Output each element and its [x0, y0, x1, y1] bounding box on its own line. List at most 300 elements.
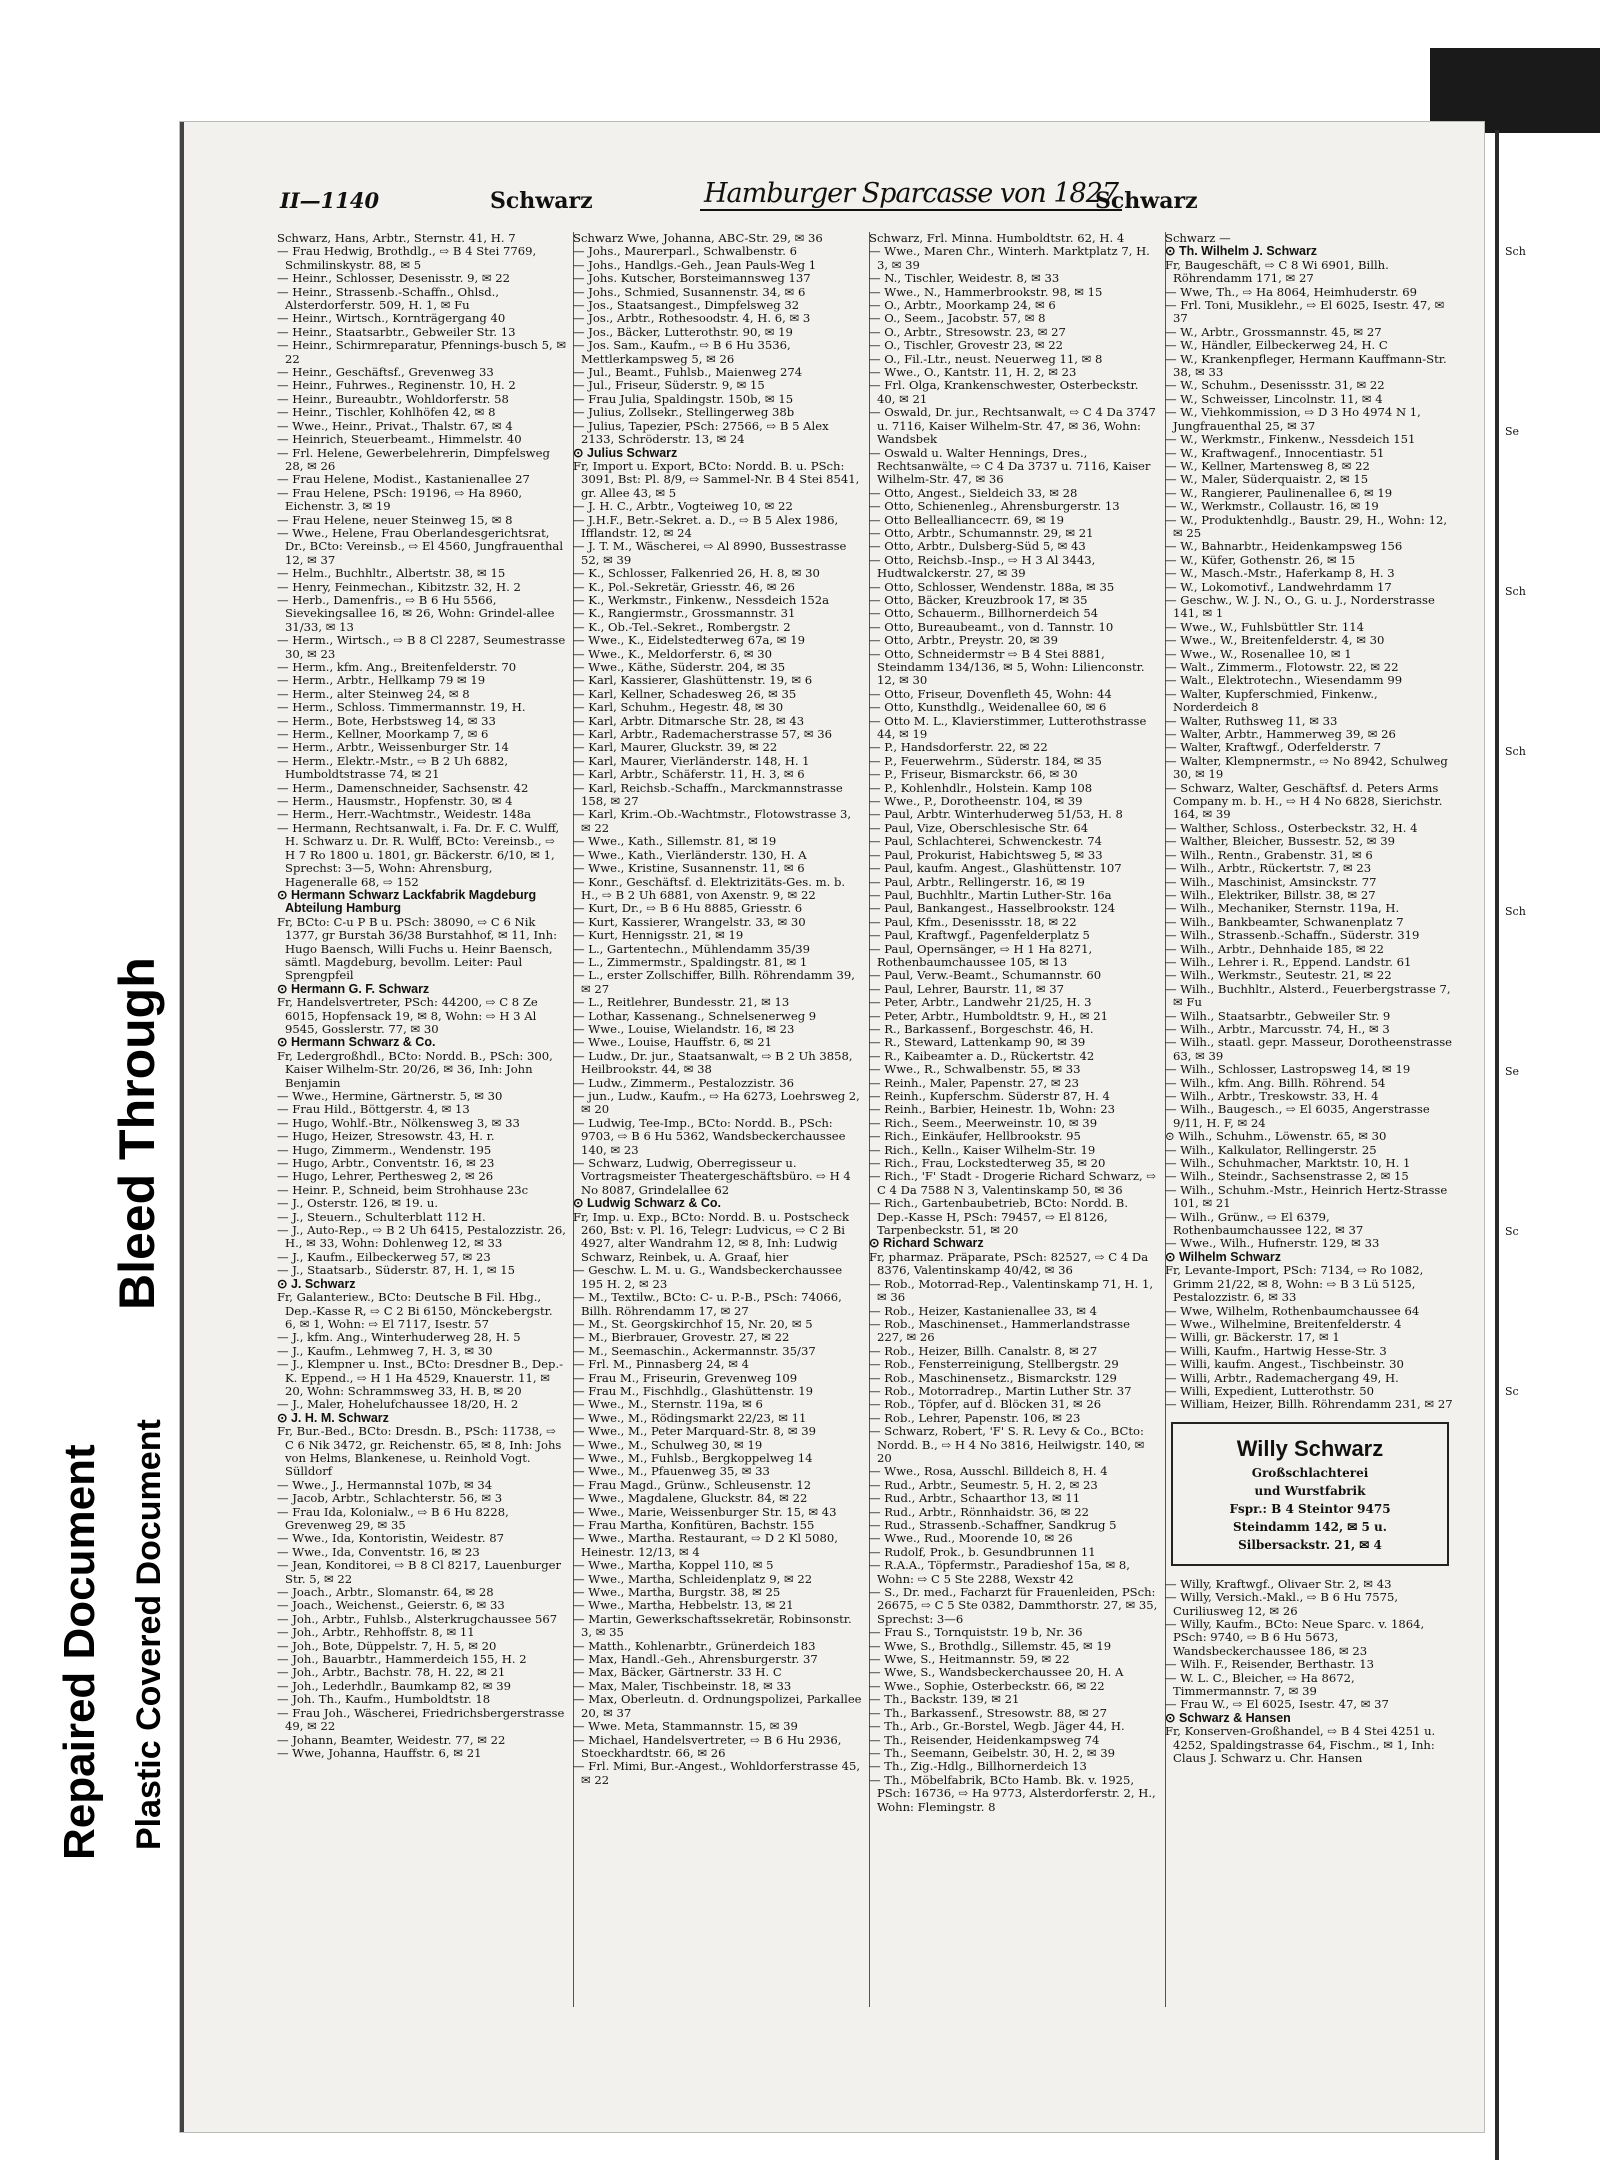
directory-entry: — Wilh., Werkmstr., Seutestr. 21, ✉ 22	[1165, 968, 1392, 983]
directory-entry: — Otto, Schauerm., Billhornerdeich 54	[869, 606, 1099, 621]
directory-entry: — Wwe., Käthe, Süderstr. 204, ✉ 35	[573, 660, 786, 674]
directory-entry: — Wwe., K., Meldorferstr. 6, ✉ 30	[573, 646, 772, 661]
directory-entry: — Rob., Töpfer, auf d. Blöcken 31, ✉ 26	[869, 1397, 1102, 1412]
directory-entry: — Wilh. F., Reisender, Berthastr. 13	[1165, 1657, 1374, 1672]
directory-entry: — Walt., Zimmerm., Flotowstr. 22, ✉ 22	[1165, 660, 1399, 674]
directory-entry: — W., Kraftwagenf., Innocentiastr. 51	[1165, 445, 1385, 460]
directory-entry: — Matth., Kohlenarbtr., Grünerdeich 183	[573, 1638, 816, 1653]
directory-entry: — R., Barkassenf., Borgeschstr. 46, H.	[869, 1021, 1094, 1036]
directory-entry: — Schwarz, Robert, 'F' S. R. Levy & Co., BCto: Nordd. B., ⇨ H 4 No 3816, Heilwigstr. 140, ✉ 20	[869, 1424, 1145, 1465]
page-number: II—1140	[280, 188, 380, 213]
directory-entry: ⊙ Julius Schwarz	[573, 445, 678, 460]
book-spine	[1495, 130, 1499, 2160]
directory-entry: — Wwe., Martha, Schleidenplatz 9, ✉ 22	[573, 1571, 813, 1586]
directory-entry: — R., Kaibeamter a. D., Rückertstr. 42	[869, 1048, 1095, 1063]
directory-entry: — Heinr. P., Schneid, beim Strohhause 23c	[277, 1182, 529, 1197]
directory-entry: — Max, Maler, Tischbeinstr. 18, ✉ 33	[573, 1678, 792, 1693]
directory-entry: — Walter, Klempnermstr., ⇨ No 8942, Schulweg 30, ✉ 19	[1165, 753, 1448, 782]
directory-entry: — Wwe., Martha. Restaurant, ⇨ D 2 Kl 5080, Heinestr. 12/13, ✉ 4	[573, 1531, 838, 1559]
directory-entry: — Wwe., N., Hammerbrookstr. 98, ✉ 15	[869, 284, 1103, 299]
directory-entry: — Herm., Schloss. Timmermannstr. 19, H.	[277, 700, 526, 715]
directory-entry: — Rich., Einkäufer, Hellbrookstr. 95	[869, 1129, 1081, 1144]
directory-entry: — Wwe., Rud., Moorende 10, ✉ 26	[869, 1531, 1073, 1546]
directory-entry: — O., Tischler, Grovestr 23, ✉ 22	[869, 338, 1064, 353]
directory-entry: — Reinh., Maler, Papenstr. 27, ✉ 23	[869, 1075, 1080, 1090]
directory-entry: — W. L. C., Bleicher, ⇨ Ha 8672, Timmermannstr. 7, ✉ 39	[1165, 1670, 1355, 1698]
directory-entry: — Karl, Arbtr., Rademacherstrasse 57, ✉ 36	[573, 727, 833, 742]
directory-entry: — Jacob, Arbtr., Schlachterstr. 56, ✉ 3	[277, 1491, 503, 1506]
directory-entry: — Wilh., Mechaniker, Sternstr. 119a, H.	[1165, 901, 1400, 916]
directory-entry: — Wilh., Arbtr., Marcusstr. 74, H., ✉ 3	[1165, 1021, 1390, 1036]
directory-entry: — Walther, Bleicher, Bussestr. 52, ✉ 39	[1165, 834, 1395, 849]
directory-entry: — Willi, Kaufm., Hartwig Hesse-Str. 3	[1165, 1343, 1387, 1358]
directory-entry: — Karl, Arbtr. Ditmarsche Str. 28, ✉ 43	[573, 713, 805, 728]
directory-entry: — M., Seemaschin., Ackermannstr. 35/37	[573, 1343, 816, 1358]
directory-entry: — Frau S., Tornquiststr. 19 b, Nr. 36	[869, 1625, 1083, 1640]
directory-entry: ⊙ Wilh., Schuhm., Löwenstr. 65, ✉ 30	[1165, 1129, 1387, 1144]
directory-entry: — Heinr., Bureaubtr., Wohldorferstr. 58	[277, 391, 509, 406]
directory-entry: — Paul, Arbtr., Rellingerstr. 16, ✉ 19	[869, 874, 1085, 889]
directory-entry: — Max, Bäcker, Gärtnerstr. 33 H. C	[573, 1665, 782, 1680]
directory-entry: — Heinr., Schlosser, Desenisstr. 9, ✉ 22	[277, 271, 510, 286]
directory-entry: — Kurt, Hennigsstr. 21, ✉ 19	[573, 928, 744, 943]
directory-entry: — Willy, Kaufm., BCto: Neue Sparc. v. 1864, PSch: 9740, ⇨ B 6 Hu 5673, Wandsbeckerchaussee 186, ✉ 23	[1165, 1616, 1425, 1658]
directory-entry: — Frau Helene, neuer Steinweg 15, ✉ 8	[277, 512, 513, 527]
directory-entry: — J. H. C., Arbtr., Vogteiweg 10, ✉ 22	[573, 499, 793, 514]
directory-entry: — Konr., Geschäftsf. d. Elektrizitäts-Ges. m. b. H., ⇨ B 2 Uh 6881, von Axenstr. 9, ✉ 22	[573, 874, 846, 902]
directory-entry: — Otto, Schneidermstr ⇨ B 4 Stei 8881, Steindamm 134/136, ✉ 5, Wohn: Lilienconstr. 12, ✉ 30	[869, 646, 1145, 688]
directory-entry: — Rob., Maschinensetz., Bismarckstr. 129	[869, 1370, 1117, 1385]
directory-entry: — Frau Julia, Spaldingstr. 150b, ✉ 15	[573, 391, 794, 406]
repaired-document-label: Repaired Document	[55, 1444, 104, 1860]
next-page-fragment: Se	[1505, 1065, 1520, 1078]
directory-entry: — Heinrich, Steuerbeamt., Himmelstr. 40	[277, 432, 522, 447]
directory-entry: — L., Reitlehrer, Bundesstr. 21, ✉ 13	[573, 995, 790, 1010]
directory-entry: — Wilh., Staatsarbtr., Gebweiler Str. 9	[1165, 1008, 1391, 1023]
directory-entry: — Rob., Heizer, Billh. Canalstr. 8, ✉ 27	[869, 1343, 1098, 1358]
directory-entry: — M., Bierbrauer, Grovestr. 27, ✉ 22	[573, 1330, 790, 1345]
directory-entry: — J., Maler, Hohelufchaussee 18/20, H. 2	[277, 1397, 519, 1412]
directory-entry: — Rob., Fensterreinigung, Stellbergstr. 29	[869, 1357, 1119, 1372]
directory-entry: — Otto, Arbtr., Dulsberg-Süd 5, ✉ 43	[869, 539, 1086, 554]
directory-entry: — Otto, Reichsb.-Insp., ⇨ H 3 Al 3443, Hudtwalckerstr. 27, ✉ 39	[869, 552, 1096, 581]
directory-entry: — Joh., Bote, Düppelstr. 7, H. 5, ✉ 20	[277, 1638, 497, 1653]
directory-entry: Fr, Galanteriew., BCto: Deutsche B Fil. Hbg., Dep.-Kasse R, ⇨ C 2 Bi 6150, Mönckebergstr. 6, ✉ 1, Wohn: ⇨ El 7117, Isestr. 57	[277, 1290, 553, 1331]
directory-entry: — Wwe., Marie, Weissenburger Str. 15, ✉ 43	[573, 1504, 837, 1519]
directory-entry: — W., Masch.-Mstr., Haferkamp 8, H. 3	[1165, 566, 1395, 581]
directory-entry: — Willi, Arbtr., Rademachergang 49, H.	[1165, 1370, 1399, 1385]
sparcasse-logo: Hamburger Sparcasse von 1827	[700, 178, 1122, 211]
directory-entry: ⊙ Ludwig Schwarz & Co.	[573, 1196, 721, 1211]
directory-entry: — Rich., Frau, Lockstedterweg 35, ✉ 20	[869, 1156, 1106, 1171]
directory-entry: ⊙ Richard Schwarz	[869, 1236, 984, 1251]
directory-entry: — Wwe., M., Peter Marquard-Str. 8, ✉ 39	[573, 1424, 816, 1439]
directory-entry: — W., Händler, Eilbeckerweg 24, H. C	[1165, 338, 1388, 353]
directory-entry: — Paul, Kraftwgf., Pagenfelderplatz 5	[869, 928, 1090, 943]
directory-entry: — Rob., Lehrer, Papenstr. 106, ✉ 23	[869, 1410, 1081, 1425]
directory-entry: — Walter, Ruthsweg 11, ✉ 33	[1165, 713, 1338, 728]
directory-entry: — Karl, Maurer, Gluckstr. 39, ✉ 22	[573, 740, 778, 755]
directory-entry: — Johs., Schmied, Susannenstr. 34, ✉ 6	[573, 284, 806, 299]
directory-entry: — Hugo, Heizer, Stresowstr. 43, H. r.	[277, 1129, 495, 1144]
ad-line: Fspr.: B 4 Steintor 9475	[1229, 1501, 1391, 1516]
directory-entry: — Frau W., ⇨ El 6025, Isestr. 47, ✉ 37	[1165, 1697, 1389, 1712]
next-page-fragment: Sch	[1505, 585, 1526, 598]
directory-entry: — Herm., Kellner, Moorkamp 7, ✉ 6	[277, 727, 489, 742]
directory-entry: — Walter, Kupferschmied, Finkenw., Norderdeich 8	[1165, 686, 1378, 715]
directory-entry: — Johs. Kutscher, Borsteimannsweg 137	[573, 271, 811, 286]
directory-entry: — J., Staatsarb., Süderstr. 87, H. 1, ✉ 15	[277, 1263, 516, 1278]
directory-entry: — Geschw. L. M. u. G., Wandsbeckerchaussee 195 H. 2, ✉ 23	[573, 1263, 843, 1291]
directory-entry: — J., Kaufm., Eilbeckerweg 57, ✉ 23	[277, 1249, 491, 1264]
directory-entry: — Jul., Friseur, Süderstr. 9, ✉ 15	[573, 378, 765, 393]
directory-entry: — Karl, Arbtr., Schäferstr. 11, H. 3, ✉ 6	[573, 767, 805, 782]
directory-entry: — Heinr., Wirtsch., Kornträgergang 40	[277, 311, 506, 326]
directory-entry: Fr, Handelsvertreter, PSch: 44200, ⇨ C 8 Ze 6015, Hopfensack 19, ✉ 8, Wohn: ⇨ H 3 Al 9545, Gosslerstr. 77, ✉ 30	[277, 995, 538, 1036]
directory-entry: Fr, pharmaz. Präparate, PSch: 82527, ⇨ C 4 Da 8376, Valentinskamp 40/42, ✉ 36	[869, 1249, 1149, 1278]
column-2	[573, 232, 863, 2012]
directory-entry: — Max, Oberleutn. d. Ordnungspolizei, Parkallee 20, ✉ 37	[573, 1692, 862, 1720]
directory-entry: — Frau Martha, Konfitüren, Bachstr. 155	[573, 1518, 815, 1532]
directory-entry: — Johs., Maurerparl., Schwalbenstr. 6	[573, 244, 798, 259]
directory-entry: — R.A.A., Töpfermstr., Paradieshof 15a, ✉ 8, Wohn: ⇨ C 5 Ste 2288, Wexstr 42	[869, 1558, 1130, 1586]
directory-entry: — Hermann, Rechtsanwalt, i. Fa. Dr. F. C. Wulff, H. Schwarz u. Dr. R. Wulff, BCto: Vereinsb., ⇨ H 7 Ro 1800 u. 1801, gr. Bäckerstr. 6/10, ✉ 1, Sprechst: 3—5, Wohn: Ahrensburg, Hageneralle 68, ⇨ 152	[277, 820, 560, 889]
directory-entry: ⊙ Wilhelm Schwarz	[1165, 1249, 1281, 1264]
directory-entry: — Herm., Damenschneider, Sachsenstr. 42	[277, 780, 529, 795]
directory-entry: — M., Textilw., BCto: C- u. P.-B., PSch: 74066, Billh. Röhrendamm 17, ✉ 27	[573, 1290, 842, 1318]
directory-entry: — Wilh., Kalkulator, Rellingerstr. 25	[1165, 1142, 1377, 1157]
directory-entry: — Wwe., M., Sternstr. 119a, ✉ 6	[573, 1397, 763, 1412]
scanner-edge-shadow	[1430, 48, 1600, 133]
next-page-fragment: Sc	[1505, 1225, 1519, 1238]
directory-entry: — Wwe, S., Wandsbeckerchaussee 20, H. A	[869, 1665, 1124, 1680]
directory-entry: — Kurt, Dr., ⇨ B 6 Hu 8885, Griesstr. 6	[573, 901, 803, 916]
directory-entry: — Wwe., Helene, Frau Oberlandesgerichtsrat, Dr., BCto: Vereinsb., ⇨ El 4560, Jungfrauenthal 12, ✉ 37	[277, 525, 564, 567]
directory-entry: — Otto, Schienenleg., Ahrensburgerstr. 13	[869, 499, 1120, 514]
directory-entry: — Wwe, Th., ⇨ Ha 8064, Heimhuderstr. 69	[1165, 284, 1418, 299]
directory-entry: — Paul, Vize, Oberschlesische Str. 64	[869, 820, 1089, 835]
directory-entry: ⊙ Th. Wilhelm J. Schwarz	[1165, 244, 1318, 259]
directory-entry: — Rob., Maschinenset., Hammerlandstrasse 227, ✉ 26	[869, 1316, 1130, 1345]
directory-entry: — Otto, Bureaubeamt., von d. Tannstr. 10	[869, 619, 1114, 634]
directory-entry: — Otto, Bäcker, Kreuzbrook 17, ✉ 35	[869, 592, 1088, 607]
directory-entry: — Heinr., Schirmreparatur, Pfennings-busch 5, ✉ 22	[277, 338, 567, 366]
directory-entry: — Rud., Strassenb.-Schaffner, Sandkrug 5	[869, 1518, 1117, 1532]
directory-entry: — W., Kellner, Martensweg 8, ✉ 22	[1165, 458, 1370, 473]
ad-title: Willy Schwarz	[1236, 1435, 1384, 1461]
directory-entry: — Wilh., Schuhm.-Mstr., Heinrich Hertz-Strasse 101, ✉ 21	[1165, 1182, 1448, 1211]
directory-entry: — Otto, Arbtr., Schumannstr. 29, ✉ 21	[869, 525, 1094, 540]
directory-entry: — Wilh., Maschinist, Amsinckstr. 77	[1165, 874, 1377, 889]
directory-entry: — Herm., Wirtsch., ⇨ B 8 Cl 2287, Seumestrasse 30, ✉ 23	[277, 633, 566, 661]
directory-entry: — Julius, Zollsekr., Stellingerweg 38b	[573, 405, 795, 420]
column-4	[1165, 232, 1455, 2012]
directory-entry: — Paul, Kfm., Desenissstr. 18, ✉ 22	[869, 914, 1077, 929]
next-page-fragment: Sc	[1505, 1385, 1519, 1398]
directory-entry: — Wwe., Louise, Hauffstr. 6, ✉ 21	[573, 1035, 772, 1050]
directory-entry: — Herm., alter Steinweg 24, ✉ 8	[277, 686, 470, 701]
directory-entry: — Johs., Handlgs.-Geh., Jean Pauls-Weg 1	[573, 257, 817, 272]
directory-entry: — Frau M., Friseurin, Grevenweg 109	[573, 1370, 798, 1385]
directory-entry: — K., Rangiermstr., Grossmannstr. 31	[573, 606, 796, 621]
next-page-fragment: Sch	[1505, 745, 1526, 758]
directory-entry: — Herm., Bote, Herbstsweg 14, ✉ 33	[277, 713, 496, 728]
directory-entry: — Rob., Heizer, Kastanienallee 33, ✉ 4	[869, 1303, 1097, 1318]
directory-entry: — W., Bahnarbtr., Heidenkampsweg 156	[1165, 539, 1403, 554]
directory-entry: — Johann, Beamter, Weidestr. 77, ✉ 22	[277, 1732, 506, 1747]
directory-entry: — Wilh., Elektriker, Billstr. 38, ✉ 27	[1165, 887, 1376, 902]
directory-entry: — L., Zimmermstr., Spaldingstr. 81, ✉ 1	[573, 954, 808, 969]
directory-entry: — P., Handsdorferstr. 22, ✉ 22	[869, 740, 1048, 755]
directory-entry: — Frau Joh., Wäscherei, Friedrichsbergerstrasse 49, ✉ 22	[277, 1705, 565, 1734]
directory-entry: — Th., Reisender, Heidenkampsweg 74	[869, 1732, 1100, 1747]
directory-entry: — Jos., Staatsangest., Dimpfelsweg 32	[573, 298, 800, 313]
directory-entry: — Hugo, Wohlf.-Btr., Nölkensweg 3, ✉ 33	[277, 1115, 520, 1130]
bleed-through-label: Bleed Through	[109, 957, 165, 1310]
directory-entry: — Wwe., R., Schwalbenstr. 55, ✉ 33	[869, 1062, 1081, 1077]
directory-entry: — Willy, Kraftwgf., Olivaer Str. 2, ✉ 43	[1165, 1576, 1392, 1591]
directory-entry: — Peter, Arbtr., Humboldtstr. 9, H., ✉ 21	[869, 1008, 1108, 1023]
directory-entry: — J., Auto-Rep., ⇨ B 2 Uh 6415, Pestalozzistr. 26, H., ✉ 33, Wohn: Dohlenweg 12, ✉ 33	[277, 1223, 566, 1251]
directory-entry: — K., Ob.-Tel.-Sekret., Rombergstr. 2	[573, 619, 791, 634]
directory-entry: — Karl, Krim.-Ob.-Wachtmstr., Flotowstrasse 3, ✉ 22	[573, 807, 852, 835]
directory-entry: — Frau Helene, PSch: 19196, ⇨ Ha 8960, Eichenstr. 3, ✉ 19	[277, 485, 523, 514]
directory-entry: — Wwe., J., Hermannstal 107b, ✉ 34	[277, 1477, 493, 1492]
directory-entry: — Henry, Feinmechan., Kibitzstr. 32, H. 2	[277, 579, 521, 594]
directory-entry: — Paul, Buchhltr., Martin Luther-Str. 16a	[869, 887, 1112, 902]
directory-entry: — Rich., Kelln., Kaiser Wilhelm-Str. 19	[869, 1142, 1096, 1157]
directory-columns	[277, 232, 1467, 2012]
directory-entry: — Wilh., Buchhltr., Alsterd., Feuerbergstrasse 7, ✉ Fu	[1165, 981, 1451, 1010]
directory-entry: — Heinr., Fuhrwes., Reginenstr. 10, H. 2	[277, 378, 516, 393]
directory-entry: — Wwe., Sophie, Osterbeckstr. 66, ✉ 22	[869, 1678, 1105, 1693]
directory-entry: — Wilh., Strassenb.-Schaffn., Süderstr. 319	[1165, 928, 1420, 943]
directory-entry: — Herm., Herr.-Wachtmstr., Weidestr. 148a	[277, 807, 532, 822]
directory-entry: — Paul, Verw.-Beamt., Schumannstr. 60	[869, 968, 1102, 983]
directory-entry: — Wilh., Bankbeamter, Schwanenplatz 7	[1165, 914, 1404, 929]
directory-entry: — Paul, Arbtr. Winterhuderweg 51/53, H. 8	[869, 807, 1123, 822]
directory-entry: — Otto, Kunsthdlg., Weidenallee 60, ✉ 6	[869, 700, 1107, 715]
directory-entry: — Rud., Arbtr., Schaarthor 13, ✉ 11	[869, 1491, 1081, 1506]
directory-entry: — J., Osterstr. 126, ✉ 19. u.	[277, 1196, 439, 1211]
directory-entry: — Wwe., O., Kantstr. 11, H. 2, ✉ 23	[869, 365, 1077, 380]
directory-entry: — Karl, Reichsb.-Schaffn., Marckmannstrasse 158, ✉ 27	[573, 780, 843, 809]
directory-entry: — Wwe., W., Breitenfelderstr. 4, ✉ 30	[1165, 633, 1385, 648]
directory-entry: — J.H.F., Betr.-Sekret. a. D., ⇨ B 5 Alex 1986, Ifflandstr. 12, ✉ 24	[573, 512, 839, 540]
directory-entry: Fr, Ledergroßhdl., BCto: Nordd. B., PSch: 300, Kaiser Wilhelm-Str. 20/26, ✉ 36, Inh: John Benjamin	[277, 1048, 553, 1090]
directory-entry: — Wilh., Schlosser, Lastropsweg 14, ✉ 19	[1165, 1062, 1411, 1077]
directory-entry: — Th., Backstr. 139, ✉ 21	[869, 1692, 1020, 1707]
directory-entry: — Oswald, Dr. jur., Rechtsanwalt, ⇨ C 4 Da 3747 u. 7116, Kaiser Wilhelm-Str. 47, ✉ 36, Wohn: Wandsbek	[869, 405, 1156, 447]
directory-entry: — Rudolf, Prok., b. Gesundbrunnen 11	[869, 1544, 1096, 1559]
directory-entry: — Wwe., Kath., Vierländerstr. 130, H. A	[573, 847, 807, 862]
directory-entry: — Frau Magd., Grünw., Schleusenstr. 12	[573, 1477, 812, 1492]
directory-entry: — Wwe., M., Pfauenweg 35, ✉ 33	[573, 1464, 770, 1479]
column-3	[869, 232, 1159, 2012]
directory-entry: — Frau Hild., Böttgerstr. 4, ✉ 13	[277, 1102, 470, 1117]
next-page-fragment: Sch	[1505, 905, 1526, 918]
directory-entry: — Jul., Beamt., Fuhlsb., Maienweg 274	[573, 365, 803, 380]
directory-entry: — Wilh., Arbtr., Rückertstr. 7, ✉ 23	[1165, 861, 1372, 876]
directory-entry: — W., Maler, Süderquaistr. 2, ✉ 15	[1165, 472, 1369, 487]
directory-entry: — N., Tischler, Weidestr. 8, ✉ 33	[869, 271, 1060, 286]
ad-line: Steindamm 142, ✉ 5 u.	[1233, 1519, 1387, 1534]
directory-entry: — Heinr., Staatsarbtr., Gebweiler Str. 13	[277, 324, 516, 339]
directory-entry: — Herm., Hausmstr., Hopfenstr. 30, ✉ 4	[277, 794, 513, 809]
header-right-keyword: Schwarz	[1095, 188, 1198, 214]
directory-entry: — P., Friseur, Bismarckstr. 66, ✉ 30	[869, 767, 1078, 782]
directory-entry: — Walther, Schloss., Osterbeckstr. 32, H. 4	[1165, 820, 1418, 835]
directory-entry: — Wwe., Martha, Koppel 110, ✉ 5	[573, 1558, 774, 1573]
directory-entry: — Heinr., Geschäftsf., Grevenweg 33	[277, 365, 494, 380]
directory-entry: — Ludwig, Tee-Imp., BCto: Nordd. B., PSch: 9703, ⇨ B 6 Hu 5362, Wandsbeckerchaussee 140, ✉ 23	[573, 1115, 846, 1157]
directory-entry: — Rud., Arbtr., Rönnhaidstr. 36, ✉ 22	[869, 1504, 1089, 1519]
directory-entry: — Ludw., Zimmerm., Pestalozzistr. 36	[573, 1075, 794, 1090]
directory-entry: ⊙ J. H. M. Schwarz	[277, 1410, 389, 1425]
directory-entry: — Karl, Maurer, Vierländerstr. 148, H. 1	[573, 753, 810, 768]
directory-entry: — Paul, Bankangest., Hasselbrookstr. 124	[869, 901, 1116, 916]
directory-entry: — Frl. Toni, Musiklehr., ⇨ El 6025, Isestr. 47, ✉ 37	[1165, 298, 1445, 326]
directory-entry: — Otto Belleallianceстr. 69, ✉ 19	[869, 512, 1065, 527]
directory-entry: — Wilh., Arbtr., Treskowstr. 33, H. 4	[1165, 1089, 1379, 1103]
directory-entry: — Wwe., M., Fuhlsb., Bergkoppelweg 14	[573, 1450, 813, 1465]
directory-entry: — P., Kohlenhdlr., Holstein. Kamp 108	[869, 780, 1093, 795]
column-4-entries	[1165, 232, 1455, 1412]
directory-entry: — Willi, gr. Bäckerstr. 17, ✉ 1	[1165, 1330, 1340, 1345]
directory-entry: — P., Feuerwehrm., Süderstr. 184, ✉ 35	[869, 753, 1102, 768]
directory-entry: — Paul, Prokurist, Habichtsweg 5, ✉ 33	[869, 847, 1103, 862]
directory-entry: — R., Steward, Lattenkamp 90, ✉ 39	[869, 1035, 1086, 1050]
directory-entry: Fr, BCto: C-u P B u. PSch: 38090, ⇨ C 6 Nik 1377, gr Burstah 36/38 Burstahhof, ✉ 11, Inh: Hugo Baensch, Willi Fuchs u. Heinr Baensch, sämtl. Magdeburg, bevollm. Leiter: Paul Sprengpfeil	[277, 914, 557, 983]
directory-entry: — Th., Möbelfabrik, BCto Hamb. Bk. v. 1925, PSch: 16736, ⇨ Ha 9773, Alsterdorferstr. 2, H., Wohn: Flemingstr. 8	[869, 1772, 1156, 1814]
directory-entry: — Th., Barkassenf., Stresowstr. 88, ✉ 27	[869, 1705, 1107, 1720]
directory-entry: — Hugo, Zimmerm., Wendenstr. 195	[277, 1142, 492, 1157]
directory-entry: — Wwe, Wilhelm, Rothenbaumchaussee 64	[1165, 1303, 1420, 1318]
directory-entry: — Wwe., K., Eidelstedterweg 67a, ✉ 19	[573, 633, 805, 648]
directory-entry: — Wilh., Schuhmacher, Marktstr. 10, H. 1	[1165, 1156, 1411, 1171]
directory-entry: — Paul, kaufm. Angest., Glashüttenstr. 107	[869, 861, 1122, 876]
next-page-fragment: Sch	[1505, 245, 1526, 258]
directory-entry: Fr, Levante-Import, PSch: 7134, ⇨ Ro 1082, Grimm 21/22, ✉ 8, Wohn: ⇨ B 3 Lü 5125, Pestalozzistr. 6, ✉ 33	[1165, 1263, 1424, 1305]
directory-entry: Fr, Baugeschäft, ⇨ C 8 Wi 6901, Billh. Röhrendamm 171, ✉ 27	[1165, 257, 1389, 286]
directory-entry: — Schwarz, Walter, Geschäftsf. d. Peters Arms Company m. b. H., ⇨ H 4 No 6828, Sierichstr. 164, ✉ 39	[1165, 780, 1443, 822]
directory-entry: Schwarz —	[1165, 232, 1231, 245]
directory-entry: — Jos. Sam., Kaufm., ⇨ B 6 Hu 3536, Mettlerkampsweg 5, ✉ 26	[573, 338, 791, 366]
directory-entry: — Joh. Th., Kaufm., Humboldtstr. 18	[277, 1692, 491, 1707]
directory-entry: — Wwe, S., Brothdlg., Sillemstr. 45, ✉ 19	[869, 1638, 1112, 1653]
directory-entry: — Karl, Schuhm., Hegestr. 48, ✉ 30	[573, 700, 784, 715]
plastic-covered-label: Plastic Covered Document	[130, 1419, 168, 1850]
directory-entry: — Wilh., Steindr., Sachsenstrasse 2, ✉ 15	[1165, 1169, 1409, 1184]
directory-entry: — Wwe., Ida, Kontoristin, Weidestr. 87	[277, 1531, 504, 1546]
directory-entry: — Otto, Friseur, Dovenfleth 45, Wohn: 44	[869, 686, 1112, 701]
directory-entry: — Joh., Lederhdlr., Baumkamp 82, ✉ 39	[277, 1678, 511, 1693]
directory-entry: — Wwe., M., Rödingsmarkt 22/23, ✉ 11	[573, 1410, 807, 1425]
directory-entry: Fr, Bur.-Bed., BCto: Dresdn. B., PSch: 11738, ⇨ C 6 Nik 3472, gr. Reichenstr. 65, ✉ 8, Inh: Johs von Helms, Blankenese, u. Reinhold Vogt. Sülldorf	[277, 1424, 562, 1479]
directory-entry: — Wwe., Heinr., Privat., Thalstr. 67, ✉ 4	[277, 418, 513, 433]
directory-entry: — Wwe., Martha, Burgstr. 38, ✉ 25	[573, 1585, 781, 1600]
directory-entry: ⊙ J. Schwarz	[277, 1276, 356, 1291]
directory-entry: — Wwe., Louise, Wielandstr. 16, ✉ 23	[573, 1021, 795, 1036]
directory-entry: — K., Werkmstr., Finkenw., Nessdeich 152a	[573, 592, 830, 607]
directory-entry: — Rich., Gartenbaubetrieb, BCto: Nordd. B. Dep.-Kasse H, PSch: 79457, ⇨ El 8126, Tarpenbeckstr. 51, ✉ 20	[869, 1196, 1129, 1238]
directory-entry: — K., Schlosser, Falkenried 26, H. 8, ✉ 30	[573, 566, 820, 581]
directory-entry: — Frl. M., Pinnasberg 24, ✉ 4	[573, 1357, 750, 1372]
directory-entry: — Joach., Arbtr., Slomanstr. 64, ✉ 28	[277, 1585, 494, 1600]
directory-entry: — Walter, Kraftwgf., Oderfelderstr. 7	[1165, 740, 1381, 755]
directory-entry: — Herm., Arbtr., Hellkamp 79 ✉ 19	[277, 673, 486, 688]
directory-entry: — Wilh., Arbtr., Dehnhaide 185, ✉ 22	[1165, 941, 1385, 956]
directory-entry: Fr, Import u. Export, BCto: Nordd. B. u. PSch: 3091, Bst: Pl. 8/9, ⇨ Sammel-Nr. B 4 Stei 8541, gr. Allee 43, ✉ 5	[573, 458, 860, 500]
directory-entry: — Karl, Kellner, Schadesweg 26, ✉ 35	[573, 686, 797, 701]
directory-entry: — Helm., Buchhltr., Albertstr. 38, ✉ 15	[277, 566, 506, 581]
directory-entry: — Max, Handl.-Geh., Ahrensburgerstr. 37	[573, 1652, 818, 1667]
directory-entry: — Wwe., W., Fuhlsbüttler Str. 114	[1165, 619, 1364, 634]
directory-entry: — Walter, Arbtr., Hammerweg 39, ✉ 26	[1165, 727, 1396, 742]
directory-entry: — Wwe., Wilhelmine, Breitenfelderstr. 4	[1165, 1316, 1402, 1331]
directory-entry: — Frau Hedwig, Brothdlg., ⇨ B 4 Stei 7769, Schmilinskystr. 88, ✉ 5	[277, 244, 537, 272]
ad-line: Großschlachterei	[1251, 1465, 1369, 1480]
directory-entry: — Willi, kaufm. Angest., Tischbeinstr. 30	[1165, 1357, 1404, 1372]
directory-entry: — W., Rangierer, Paulinenallee 6, ✉ 19	[1165, 485, 1393, 500]
directory-entry: — Jos., Bäcker, Lutterothstr. 90, ✉ 19	[573, 324, 793, 339]
directory-entry: — Wwe., W., Rosenallee 10, ✉ 1	[1165, 646, 1352, 661]
directory-entry: — Wwe., Hermine, Gärtnerstr. 5, ✉ 30	[277, 1089, 503, 1103]
directory-entry: ⊙ Hermann Schwarz Lackfabrik Magdeburg Abteilung Hamburg	[277, 887, 537, 916]
directory-entry: — Joach., Weichenst., Geierstr. 6, ✉ 33	[277, 1598, 505, 1613]
column-4-entries-after	[1165, 1578, 1455, 1766]
directory-entry: — Julius, Tapezier, PSch: 27566, ⇨ B 5 Alex 2133, Schröderstr. 13, ✉ 24	[573, 418, 829, 447]
directory-entry: — W., Lokomotivf., Landwehrdamm 17	[1165, 579, 1392, 594]
directory-entry: — Wwe., Kristine, Susannenstr. 11, ✉ 6	[573, 861, 805, 876]
directory-entry: — Wwe., Magdalene, Gluckstr. 84, ✉ 22	[573, 1491, 808, 1506]
directory-entry: — W., Schweisser, Lincolnstr. 11, ✉ 4	[1165, 391, 1383, 406]
directory-entry: — Peter, Arbtr., Landwehr 21/25, H. 3	[869, 995, 1092, 1010]
directory-entry: — Frau M., Fischhdlg., Glashüttenstr. 19	[573, 1383, 814, 1398]
directory-entry: — Reinh., Barbier, Heinestr. 1b, Wohn: 23	[869, 1102, 1115, 1117]
directory-entry: — Wwe., Ida, Conventstr. 16, ✉ 23	[277, 1544, 480, 1559]
directory-entry: — O., Fil.-Ltr., neust. Neuerweg 11, ✉ 8	[869, 351, 1103, 366]
directory-entry: — Kurt, Kassierer, Wrangelstr. 33, ✉ 30	[573, 914, 806, 929]
directory-entry: — Otto, Angest., Sieldeich 33, ✉ 28	[869, 485, 1078, 500]
directory-entry: ⊙ Hermann Schwarz & Co.	[277, 1035, 436, 1050]
directory-entry: — L., Gartentechn., Mühlendamm 35/39	[573, 941, 810, 956]
directory-entry: — Geschw., W. J. N., O., G. u. J., Norderstrasse 141, ✉ 1	[1165, 592, 1435, 621]
next-page-fragments	[1505, 232, 1545, 1532]
directory-entry: — William, Heizer, Billh. Röhrendamm 231, ✉ 27	[1165, 1397, 1453, 1412]
directory-entry: — Rud., Arbtr., Seumestr. 5, H. 2, ✉ 23	[869, 1477, 1098, 1492]
directory-entry: — M., St. Georgskirchhof 15, Nr. 20, ✉ 5	[573, 1316, 813, 1331]
directory-entry: — Joh., Arbtr., Rehhoffstr. 8, ✉ 11	[277, 1625, 475, 1640]
directory-entry: Fr, Imp. u. Exp., BCto: Nordd. B. u. Postscheck 260, Bst: v. Pl. 16, Telegr: Ludvicus, ⇨ C 2 Bi 4927, alter Wandrahm 12, ✉ 8, Inh: Ludwig Schwarz, Reinbek, u. A. Graaf, hier	[573, 1209, 850, 1264]
directory-entry: Schwarz, Frl. Minna. Humboldtstr. 62, H. 4	[869, 232, 1125, 245]
directory-entry: — Wwe., P., Dorotheenstr. 104, ✉ 39	[869, 794, 1083, 809]
directory-entry: — Rich., 'F' Stadt - Drogerie Richard Schwarz, ⇨ C 4 Da 7588 N 3, Valentinskamp 50, ✉ 36	[869, 1169, 1157, 1197]
directory-entry: — Wilh., Rentn., Grabenstr. 31, ✉ 6	[1165, 847, 1373, 862]
directory-entry: — Walt., Elektrotechn., Wiesendamm 99	[1165, 673, 1403, 688]
directory-entry: — Frl. Olga, Krankenschwester, Osterbeckstr. 40, ✉ 21	[869, 378, 1139, 406]
directory-entry: — Hugo, Arbtr., Conventstr. 16, ✉ 23	[277, 1156, 495, 1171]
directory-entry: — Herm., Arbtr., Weissenburger Str. 14	[277, 740, 509, 755]
directory-entry: — Frau Helene, Modist., Kastanienallee 27	[277, 472, 530, 487]
directory-entry: — Otto, Arbtr., Preystr. 20, ✉ 39	[869, 633, 1059, 648]
directory-entry: — Otto M. L., Klavierstimmer, Lutterothstrasse 44, ✉ 19	[869, 713, 1147, 742]
directory-entry: — Wwe., Kath., Sillemstr. 81, ✉ 19	[573, 834, 777, 849]
page-header	[280, 178, 1200, 226]
directory-entry: — Paul, Opernsänger, ⇨ H 1 Ha 8271, Rothenbaumchaussee 105, ✉ 13	[869, 941, 1093, 969]
advertisement-box	[1171, 1422, 1449, 1566]
directory-entry: ⊙ Hermann G. F. Schwarz	[277, 981, 430, 996]
